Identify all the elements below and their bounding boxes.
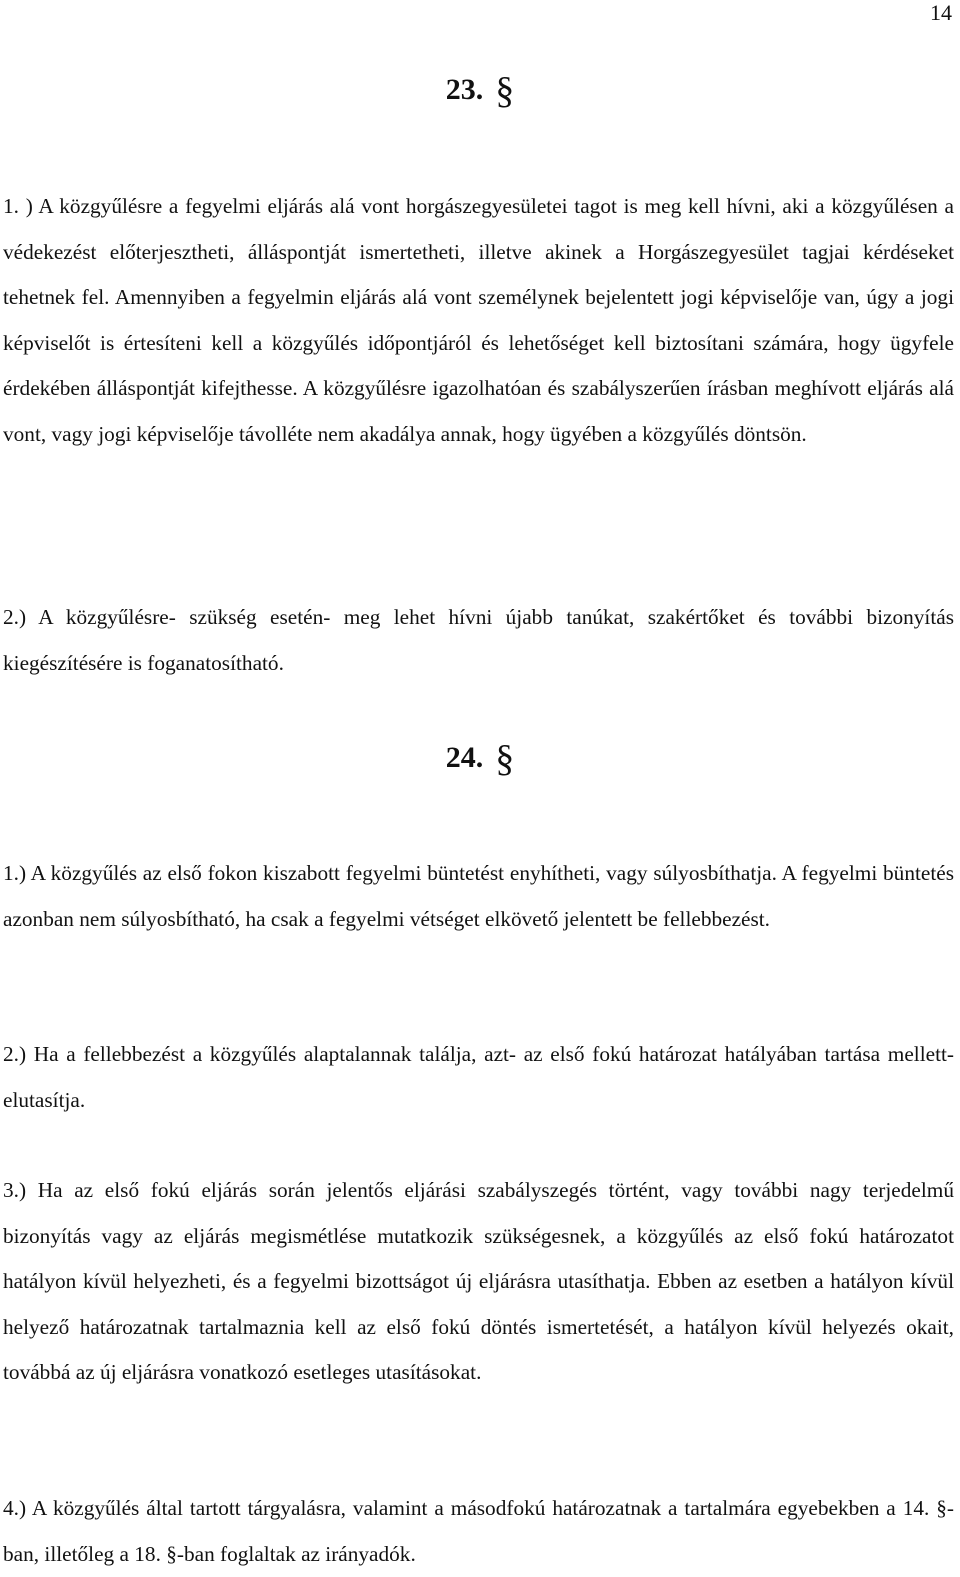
paragraph-23-2: 2.) A közgyűlésre- szükség esetén- meg lehet hívni újabb tanúkat, szakértőket és további bizonyítás kiegészítésére is foganatosítható. — [3, 605, 954, 675]
paragraph-23-1: 1. ) A közgyűlésre a fegyelmi eljárás alá vont horgászegyesületei tagot is meg kell hívni, aki a közgyűlésen a védekezést előterjesztheti, álláspontját ismertetheti, illetve akinek a Horgászegyesület tagjai kérdéseket tehetnek fel. Amennyiben a fegyelmin eljárás alá vont személynek bejelentett jogi képviselője van, úgy a jogi képviselőt is értesíteni kell a közgyűlés időpontjáról és lehetőséget kell biztosítani számára, hogy ügyfele érdekében álláspontját kifejthesse. A közgyűlésre igazolhatóan és szabályszerűen írásban meghívott eljárás alá vont, vagy jogi képviselője távolléte nem akadálya annak, hogy ügyében a közgyűlés döntsön. — [3, 194, 954, 446]
paragraph-24-2: 2.) Ha a fellebbezést a közgyűlés alaptalannak találja, azt- az első fokú határozat hatályában tartása mellett- elutasítja. — [3, 1042, 954, 1112]
section-heading-23 — [0, 70, 960, 112]
section-symbol: § — [495, 738, 515, 780]
paragraph-24-4: 4.) A közgyűlés által tartott tárgyalásra, valamint a másodfokú határozatnak a tartalmára egyebekben a 14. §-ban, illetőleg a 18. §-ban foglaltak az irányadók. — [3, 1496, 954, 1566]
paragraph-24-3: 3.) Ha az első fokú eljárás során jelentős eljárási szabályszegés történt, vagy további nagy terjedelmű bizonyítás vagy az eljárás megismétlése mutatkozik szükségesnek, a közgyűlés az első fokú határozatot hatályon kívül helyezheti, és a fegyelmi bizottságot új eljárásra utasíthatja. Ebben az esetben a hatályon kívül helyező határozatnak tartalmaznia kell az első fokú döntés ismertetését, a hatályon kívül helyezés okait, továbbá az új eljárásra vonatkozó esetleges utasításokat. — [3, 1178, 954, 1385]
section-number: 24. — [445, 741, 484, 774]
page-number: 14 — [930, 0, 952, 25]
section-symbol: § — [495, 70, 515, 112]
section-number: 23. — [445, 73, 484, 106]
section-heading-24 — [0, 738, 960, 780]
paragraph-24-1: 1.) A közgyűlés az első fokon kiszabott fegyelmi büntetést enyhítheti, vagy súlyosbíthatja. A fegyelmi büntetés azonban nem súlyosbítható, ha csak a fegyelmi vétséget elkövető jelentett be fellebbezést. — [3, 861, 954, 931]
